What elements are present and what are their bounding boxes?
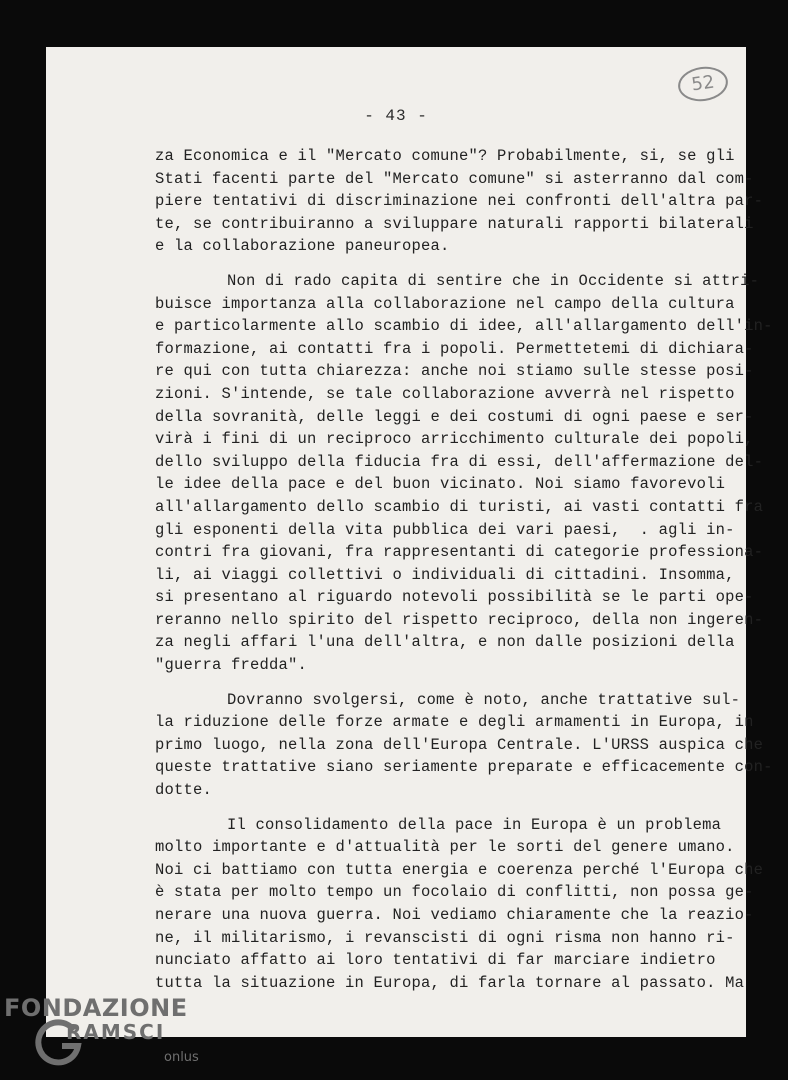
- text-line: Non di rado capita di sentire che in Occidente si attri-: [227, 271, 760, 290]
- text-line: si presentano al riguardo notevoli possibilità se le parti ope-: [155, 588, 754, 607]
- archive-stamp: 52: [676, 64, 730, 105]
- text-line: dotte.: [155, 781, 213, 800]
- paragraph: [155, 270, 773, 677]
- text-line: è stata per molto tempo un focolaio di conflitti, non possa ge-: [155, 883, 754, 902]
- text-line: e particolarmente allo scambio di idee, all'allargamento dell'in-: [155, 317, 773, 336]
- text-line: la riduzione delle forze armate e degli armamenti in Europa, in: [155, 713, 754, 732]
- text-line: nerare una nuova guerra. Noi vediamo chiaramente che la reazio-: [155, 906, 754, 924]
- watermark-line3: onlus: [164, 1050, 199, 1065]
- text-line: all'allargamento dello scambio di turisti, ai vasti contatti fra: [155, 497, 764, 516]
- text-line: li, ai viaggi collettivi o individuali di cittadini. Insomma,: [155, 565, 735, 584]
- text-line: tutta la situazione in Europa, di farla tornare al passato. Ma: [155, 973, 745, 992]
- text-line: gli esponenti della vita pubblica dei vari paesi, . agli in-: [155, 520, 735, 539]
- text-line: Dovranno svolgersi, come è noto, anche trattative sul-: [227, 690, 741, 709]
- page-number: - 43 -: [364, 107, 428, 125]
- text-line: Noi ci battiamo con tutta energia e coerenza perché l'Europa che: [155, 860, 764, 879]
- text-line: Stati facenti parte del "Mercato comune" si asterranno dal com-: [155, 169, 754, 188]
- watermark-line1: FONDAZIONE: [4, 994, 188, 1022]
- text-line: dello sviluppo della fiducia fra di essi, dell'affermazione del-: [155, 452, 764, 471]
- paragraph: [155, 145, 764, 258]
- text-line: della sovranità, delle leggi e dei costumi di ogni paese e ser-: [155, 407, 754, 426]
- paragraph: [155, 689, 773, 802]
- text-line: e la collaborazione paneuropea.: [155, 237, 450, 256]
- text-line: buisce importanza alla collaborazione nel campo della cultura: [155, 294, 735, 313]
- text-line: re qui con tutta chiarezza: anche noi stiamo sulle stesse posi-: [155, 362, 754, 381]
- document-page: [46, 47, 773, 1037]
- text-line: zioni. S'intende, se tale collaborazione avverrà nel rispetto: [155, 384, 735, 403]
- text-line: formazione, ai contatti fra i popoli. Permettetemi di dichiara-: [155, 339, 754, 358]
- text-line: za negli affari l'una dell'altra, e non dalle posizioni della: [155, 633, 735, 652]
- text-line: virà i fini di un reciproco arricchimento culturale dei popoli,: [155, 430, 754, 449]
- text-line: molto importante e d'attualità per le sorti del genere umano.: [155, 838, 735, 857]
- watermark-line2: RAMSCI: [66, 1020, 166, 1044]
- text-line: reranno nello spirito del rispetto reciproco, della non ingeren-: [155, 610, 764, 629]
- text-line: Il consolidamento della pace in Europa è un problema: [227, 815, 722, 834]
- fondazione-gramsci-watermark: [4, 990, 204, 1080]
- text-line: ne, il militarismo, i revanscisti di ogni risma non hanno ri-: [155, 928, 735, 947]
- text-line: queste trattative siano seriamente preparate e efficacemente con-: [155, 758, 773, 777]
- text-line: nunciato affatto ai loro tentativi di far marciare indietro: [155, 951, 716, 970]
- body-text: [155, 145, 773, 994]
- text-line: primo luogo, nella zona dell'Europa Centrale. L'URSS auspica che: [155, 735, 764, 754]
- paragraph: [155, 814, 764, 995]
- text-line: te, se contribuiranno a sviluppare naturali rapporti bilaterali: [155, 214, 754, 233]
- text-line: za Economica e il "Mercato comune"? Probabilmente, si, se gli: [155, 147, 735, 165]
- text-line: piere tentativi di discriminazione nei confronti dell'altra par-: [155, 192, 764, 211]
- text-line: contri fra giovani, fra rappresentanti di categorie professiona-: [155, 543, 764, 562]
- text-line: "guerra fredda".: [155, 656, 308, 675]
- text-line: le idee della pace e del buon vicinato. Noi siamo favorevoli: [155, 475, 726, 494]
